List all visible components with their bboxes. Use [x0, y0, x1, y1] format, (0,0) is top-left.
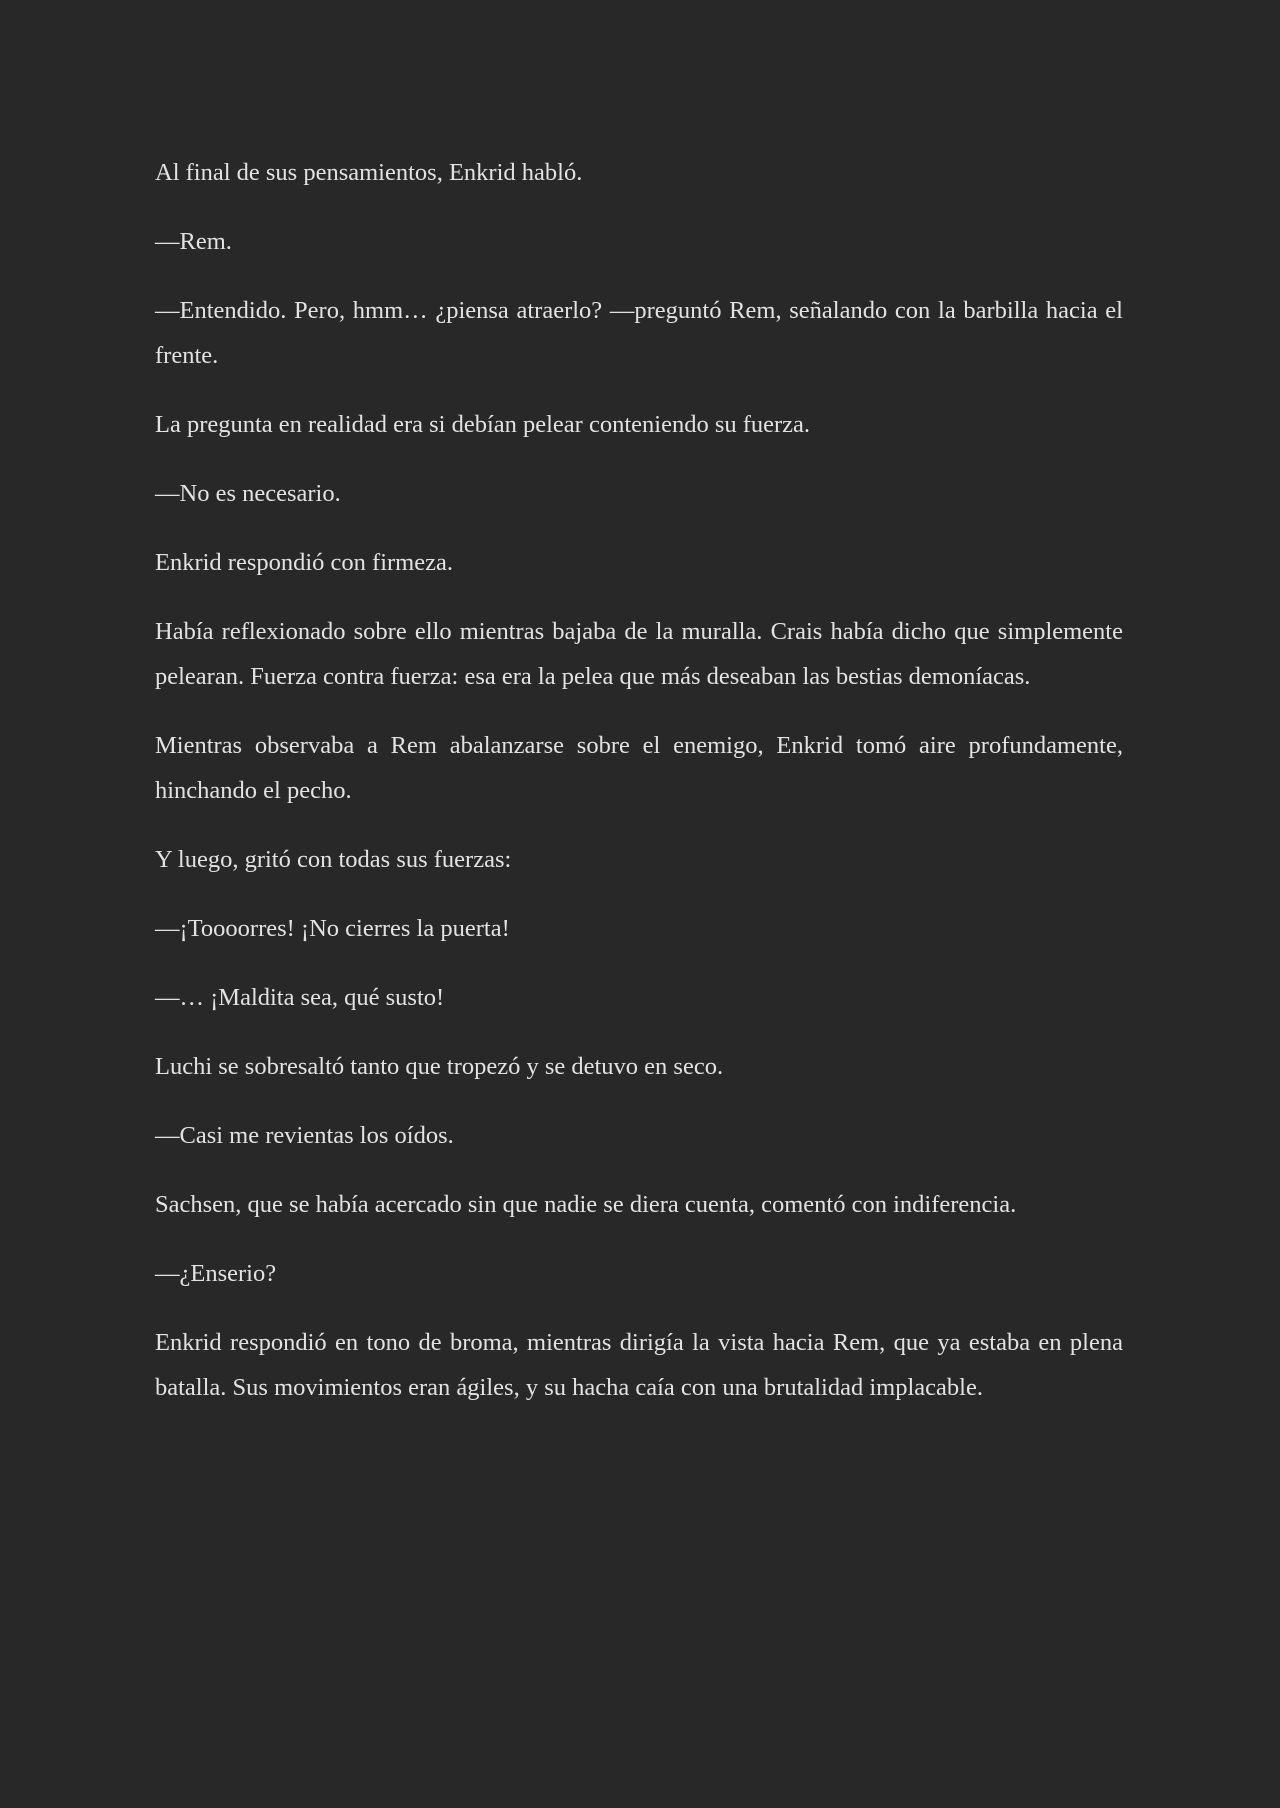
paragraph: Luchi se sobresaltó tanto que tropezó y se detuvo en seco. [155, 1053, 724, 1080]
paragraph: —… ¡Maldita sea, qué susto! [155, 984, 445, 1011]
paragraph: —¡Toooorres! ¡No cierres la puerta! [155, 915, 510, 942]
chapter-text [155, 150, 1123, 1410]
paragraph: Mientras observaba a Rem abalanzarse sobre el enemigo, Enkrid tomó aire profundamente, hinchando el pecho. [155, 732, 1123, 804]
paragraph: La pregunta en realidad era si debían pelear conteniendo su fuerza. [155, 411, 811, 438]
paragraph: —Entendido. Pero, hmm… ¿piensa atraerlo? —preguntó Rem, señalando con la barbilla hacia el frente. [155, 297, 1123, 369]
paragraph: Y luego, gritó con todas sus fuerzas: [155, 846, 512, 873]
paragraph: Había reflexionado sobre ello mientras bajaba de la muralla. Crais había dicho que simplemente pelearan. Fuerza contra fuerza: esa era la pelea que más deseaban las bestias demoníacas. [155, 618, 1123, 690]
paragraph: Enkrid respondió con firmeza. [155, 549, 453, 576]
paragraph: Enkrid respondió en tono de broma, mientras dirigía la vista hacia Rem, que ya estaba en plena batalla. Sus movimientos eran ágiles, y su hacha caía con una brutalidad implacable. [155, 1329, 1123, 1401]
paragraph: —Rem. [155, 228, 232, 255]
paragraph: —¿Enserio? [155, 1260, 277, 1287]
paragraph: —No es necesario. [155, 480, 341, 507]
paragraph: Al final de sus pensamientos, Enkrid habló. [155, 159, 583, 186]
paragraph: —Casi me revientas los oídos. [155, 1122, 454, 1149]
paragraph: Sachsen, que se había acercado sin que nadie se diera cuenta, comentó con indiferencia. [155, 1191, 1017, 1218]
